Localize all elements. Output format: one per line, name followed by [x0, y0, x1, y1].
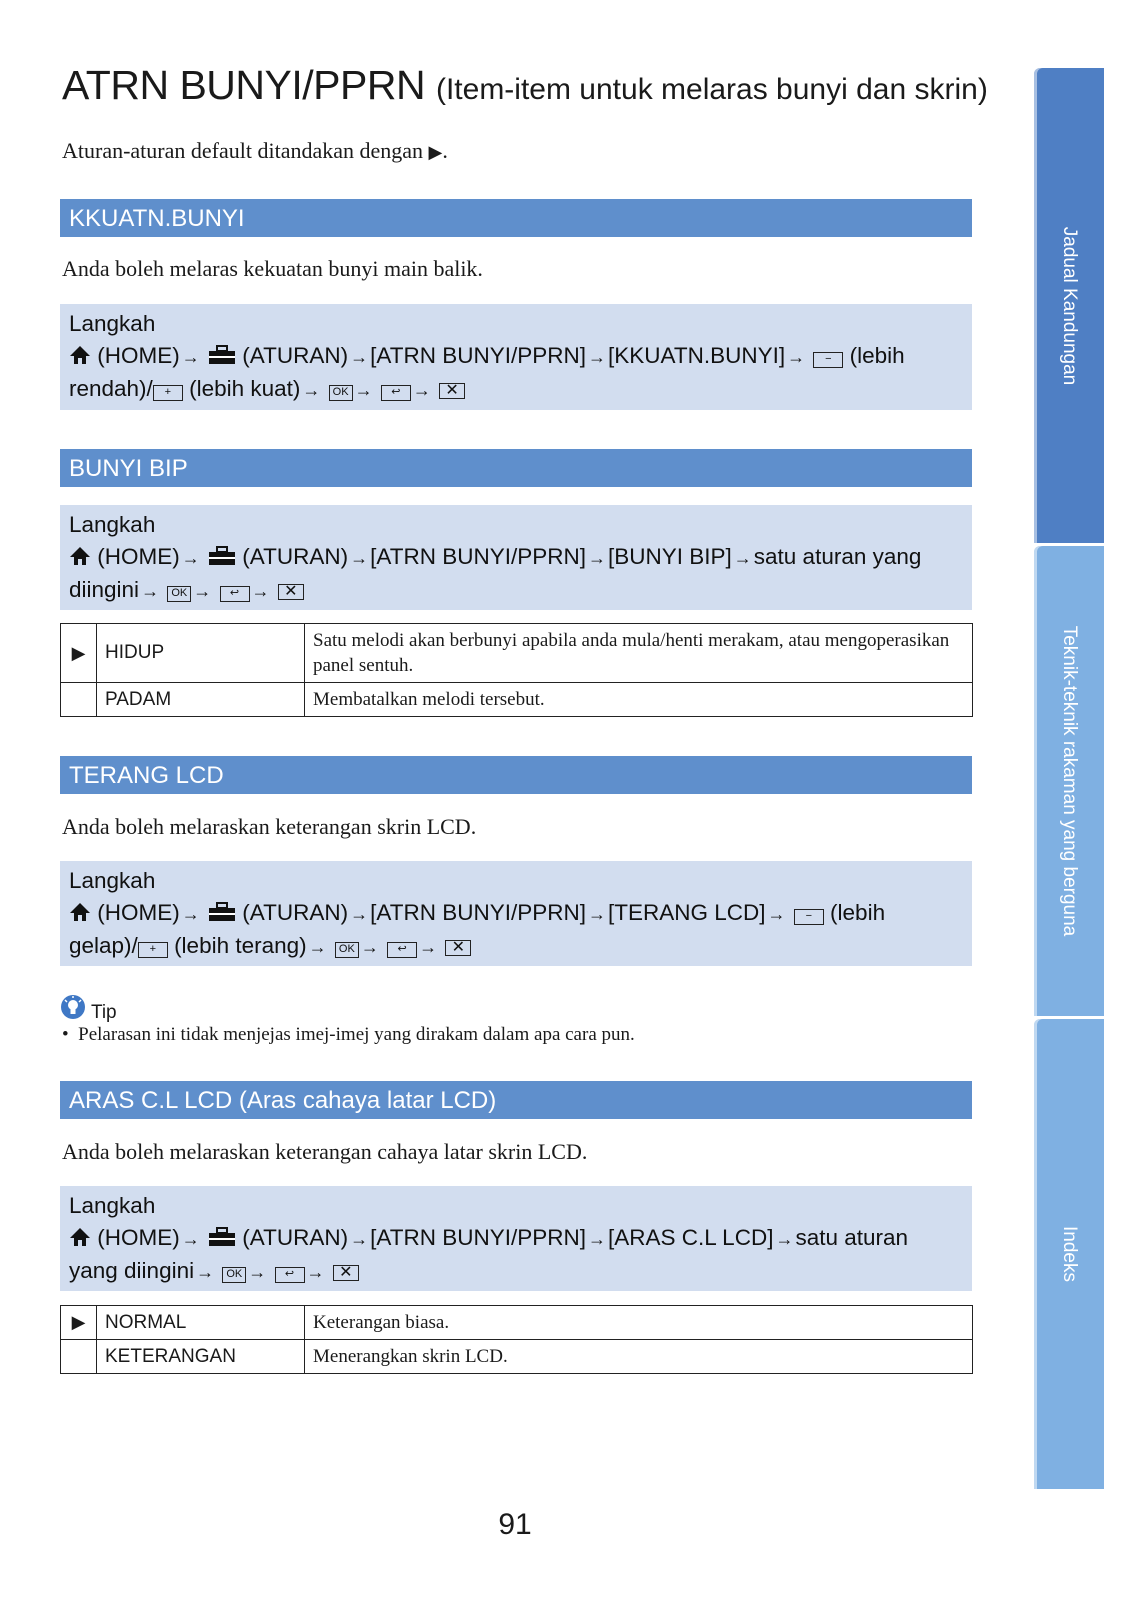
step-box — [60, 505, 972, 610]
step-line: (HOME) → (ATURAN) →[ATRN BUNYI/PPRN] →[TERANG LCD] → − (lebih gelap)/ + (lebih terang) → OK → ↩ → ✕ — [69, 900, 886, 958]
step-title: Langkah — [69, 512, 156, 537]
option-key: PADAM — [97, 683, 305, 717]
ok-button[interactable]: OK — [335, 942, 359, 958]
tab-jadual-kandungan[interactable]: Jadual Kandungan — [1034, 68, 1104, 543]
home-icon[interactable] — [69, 902, 91, 922]
step-line: (HOME) → (ATURAN) →[ATRN BUNYI/PPRN] →[BUNYI BIP] →satu aturan yang diingini → OK → ↩ → ✕ — [69, 544, 922, 602]
section-description: Anda boleh melaraskan keterangan skrin LCD. — [62, 814, 477, 839]
table-row — [61, 1306, 973, 1340]
ok-button[interactable]: OK — [222, 1267, 246, 1283]
step-title: Langkah — [69, 1193, 156, 1218]
option-marker — [61, 683, 97, 717]
back-button[interactable]: ↩ — [381, 385, 411, 401]
step-box — [60, 861, 972, 966]
default-marker-icon: ▶ — [61, 1306, 97, 1340]
back-button[interactable]: ↩ — [387, 942, 417, 958]
section-header-aras-cl-lcd: ARAS C.L LCD (Aras cahaya latar LCD) — [60, 1081, 972, 1119]
option-key: KETERANGAN — [97, 1340, 305, 1374]
plus-button[interactable]: + — [138, 942, 168, 958]
option-marker — [61, 1340, 97, 1374]
home-icon[interactable] — [69, 546, 91, 566]
plus-button[interactable]: + — [153, 385, 183, 401]
option-value: Membatalkan melodi tersebut. — [305, 683, 973, 717]
tip-label: Tip — [60, 994, 117, 1024]
step-box — [60, 1186, 972, 1291]
step-title: Langkah — [69, 311, 156, 336]
toolbox-icon[interactable] — [208, 902, 236, 922]
close-button[interactable]: ✕ — [445, 940, 471, 956]
tab-teknik-rakaman[interactable]: Teknik-teknik rakaman yang berguna — [1034, 546, 1104, 1016]
options-table-bunyi-bip — [60, 623, 973, 717]
section-header-terang-lcd: TERANG LCD — [60, 756, 972, 794]
minus-button[interactable]: − — [794, 909, 824, 925]
section-header-bunyi-bip: BUNYI BIP — [60, 449, 972, 487]
step-title: Langkah — [69, 868, 156, 893]
page-number: 91 — [498, 1508, 532, 1541]
tip-text: • Pelarasan ini tidak menjejas imej-imej yang dirakam dalam apa cara pun. — [62, 1024, 635, 1045]
home-icon[interactable] — [69, 345, 91, 365]
section-description: Anda boleh melaras kekuatan bunyi main balik. — [62, 256, 483, 281]
option-value: Keterangan biasa. — [305, 1306, 973, 1340]
tip-bulb-icon — [60, 994, 86, 1020]
section-header-kkuatn-bunyi: KKUATN.BUNYI — [60, 199, 972, 237]
toolbox-icon[interactable] — [208, 546, 236, 566]
toolbox-icon[interactable] — [208, 1227, 236, 1247]
table-row — [61, 624, 973, 683]
back-button[interactable]: ↩ — [220, 586, 250, 602]
close-button[interactable]: ✕ — [278, 584, 304, 600]
option-value: Menerangkan skrin LCD. — [305, 1340, 973, 1374]
close-button[interactable]: ✕ — [333, 1265, 359, 1281]
tab-indeks[interactable]: Indeks — [1034, 1019, 1104, 1489]
default-marker-icon: ▶ — [428, 142, 443, 162]
page-subtitle: (Item-item untuk melaras bunyi dan skrin) — [435, 73, 988, 106]
section-description: Anda boleh melaraskan keterangan cahaya latar skrin LCD. — [62, 1139, 588, 1164]
home-icon[interactable] — [69, 1227, 91, 1247]
toolbox-icon[interactable] — [208, 345, 236, 365]
default-marker-icon: ▶ — [61, 624, 97, 683]
step-line: (HOME) → (ATURAN) →[ATRN BUNYI/PPRN] →[ARAS C.L LCD] →satu aturan yang diingini → OK → ↩ → ✕ — [69, 1225, 909, 1283]
step-line: (HOME) → (ATURAN) →[ATRN BUNYI/PPRN] →[KKUATN.BUNYI] → − (lebih rendah)/ + (lebih kuat) → OK → ↩ → ✕ — [69, 343, 905, 401]
option-key: HIDUP — [97, 624, 305, 683]
table-row — [61, 683, 973, 717]
step-box — [60, 304, 972, 410]
back-button[interactable]: ↩ — [275, 1267, 305, 1283]
intro-text: Aturan-aturan default ditandakan dengan ▶. — [62, 138, 448, 163]
options-table-aras-cl-lcd — [60, 1305, 973, 1374]
table-row — [61, 1340, 973, 1374]
close-button[interactable]: ✕ — [439, 383, 465, 399]
ok-button[interactable]: OK — [167, 586, 191, 602]
page-title: ATRN BUNYI/PPRN (Item-item untuk melaras bunyi dan skrin) — [62, 62, 988, 108]
option-value: Satu melodi akan berbunyi apabila anda mula/henti merakam, atau mengoperasikan panel sentuh. — [305, 624, 973, 683]
minus-button[interactable]: − — [813, 352, 843, 368]
ok-button[interactable]: OK — [329, 385, 353, 401]
option-key: NORMAL — [97, 1306, 305, 1340]
